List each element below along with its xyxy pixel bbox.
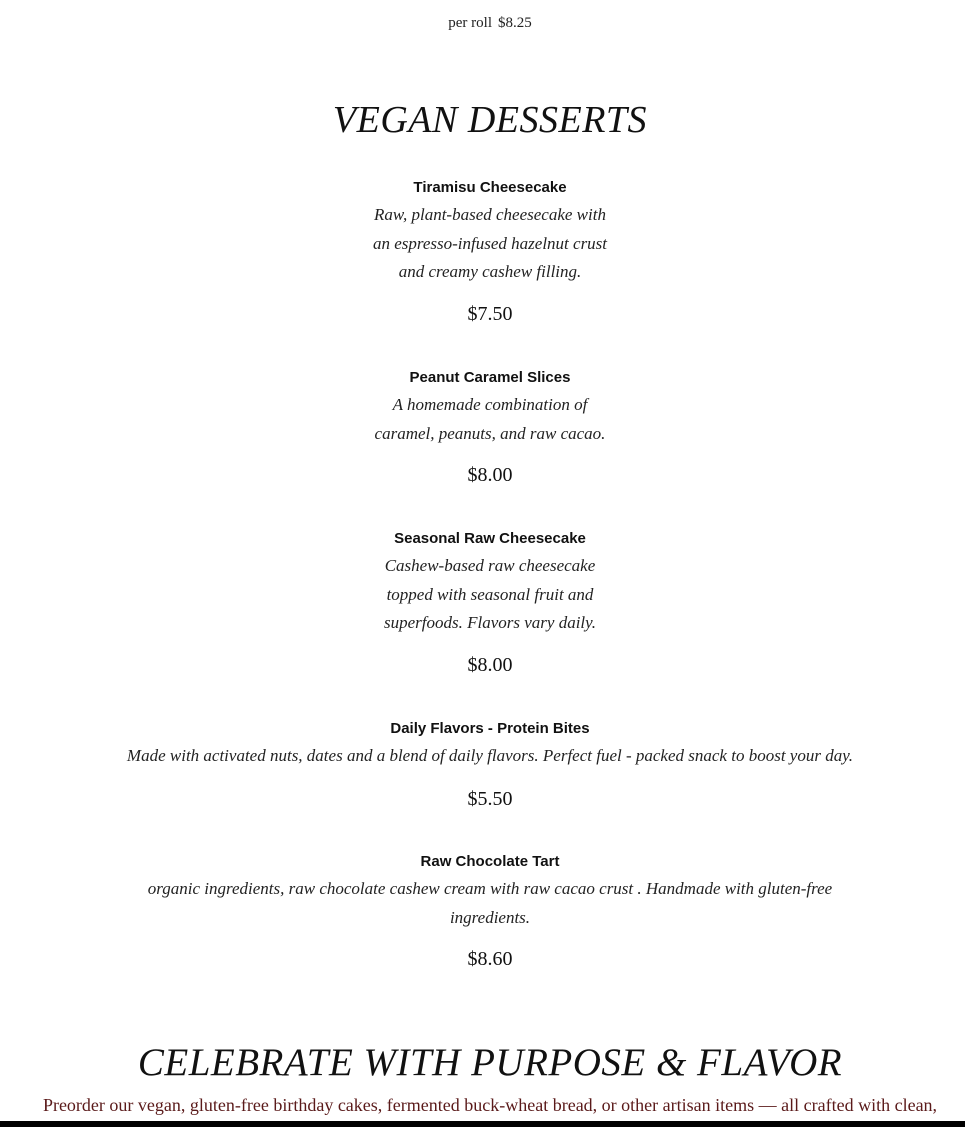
description-line: caramel, peanuts, and raw cacao. — [374, 423, 606, 443]
menu-item-name: Tiramisu Cheesecake — [413, 179, 567, 196]
section-title-vegan-desserts: VEGAN DESSERTS — [332, 99, 648, 141]
section-title-celebrate: CELEBRATE WITH PURPOSE & FLAVOR — [137, 1041, 843, 1084]
description-line: an espresso-infused hazelnut crust — [372, 233, 608, 253]
previous-item-price: $8.25 — [497, 15, 532, 31]
description-line: Made with activated nuts, dates and a blend of daily flavors. Perfect fuel - packed snack to boost your day. — [126, 746, 854, 765]
menu-item — [0, 852, 965, 971]
description-line: topped with seasonal fruit and — [386, 584, 594, 604]
cropped-previous-heading — [0, 0, 965, 8]
menu-item-description — [0, 552, 965, 638]
menu-item-description — [0, 201, 965, 287]
menu-item-name: Peanut Caramel Slices — [409, 369, 571, 386]
menu-item — [0, 529, 965, 677]
previous-item-unit: per roll — [448, 15, 492, 31]
menu-item — [0, 719, 965, 811]
description-line: Cashew-based raw cheesecake — [384, 556, 596, 575]
previous-item-price-line — [0, 15, 965, 32]
bottom-bar — [0, 1121, 965, 1127]
menu-item-price: $7.50 — [467, 302, 513, 325]
menu-item-price: $8.00 — [467, 653, 513, 676]
menu-item-price: $8.00 — [467, 464, 513, 487]
menu-item-description — [0, 875, 965, 932]
menu-item-price: $8.60 — [467, 948, 513, 971]
menu-item-description — [0, 742, 965, 771]
menu-item-name: Seasonal Raw Cheesecake — [394, 530, 586, 547]
menu-item-name: Raw Chocolate Tart — [420, 853, 560, 870]
description-line: and creamy cashew filling. — [398, 262, 582, 282]
description-line: superfoods. Flavors vary daily. — [383, 613, 596, 633]
menu-item-description — [0, 391, 965, 448]
celebrate-description: Preorder our vegan, gluten-free birthday cakes, fermented buck-wheat bread, or other artisan items — all crafted with clean, — [42, 1095, 938, 1115]
menu-item-price: $5.50 — [467, 787, 513, 810]
menu-item — [0, 368, 965, 487]
description-line: Raw, plant-based cheesecake with — [374, 205, 606, 224]
description-line: organic ingredients, raw chocolate cashew cream with raw cacao crust . Handmade with gluten-free — [147, 879, 833, 898]
description-line: ingredients. — [449, 907, 531, 927]
description-line: A homemade combination of — [392, 395, 588, 414]
menu-item-name: Daily Flavors - Protein Bites — [390, 720, 590, 737]
menu-item — [0, 178, 965, 326]
